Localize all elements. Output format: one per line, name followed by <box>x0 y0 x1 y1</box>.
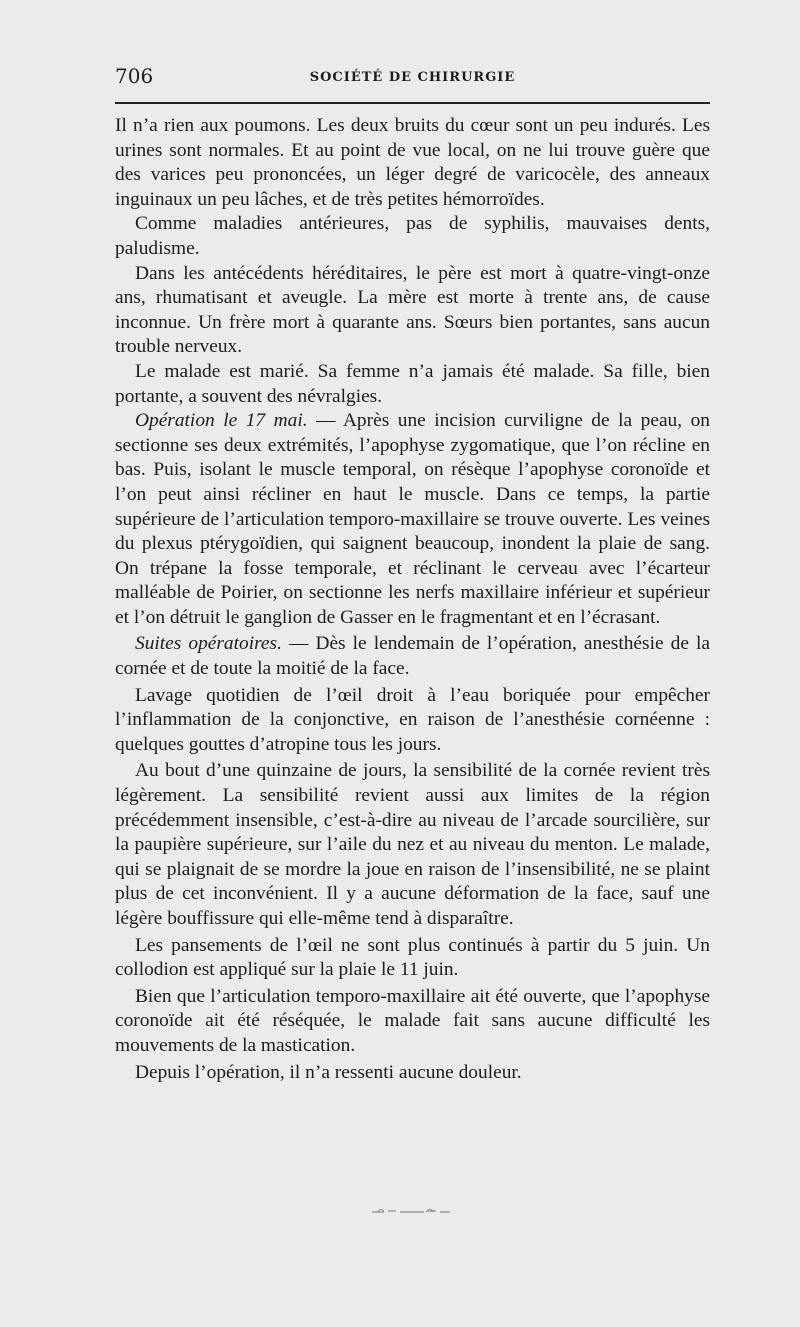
section-lead-postoperative: Suites opératoires. <box>135 633 282 655</box>
paragraph-sensibility <box>115 759 710 931</box>
paragraph-hereditary <box>115 262 710 360</box>
running-title: SOCIÉTÉ DE CHIRURGIE <box>309 70 516 85</box>
paragraph-operation <box>115 409 710 630</box>
paragraph-prior-illnesses <box>115 212 710 261</box>
paragraph-text: Il n’a rien aux poumons. Les deux bruits du cœur sont un peu indurés. Les urines sont normales. Et au point de vue local, on ne lui trouve guère que des varices peu prononcées, un léger degré de varicocèle, des anneaux inguinaux un peu lâches, et de très petites hémorroïdes. <box>115 115 710 210</box>
paragraph-text: Lavage quotidien de l’œil droit à l’eau boriquée pour empêcher l’inflammation de la conjonctive, en raison de l’anesthésie cornéenne : quelques gouttes d’atropine tous les jours. <box>115 684 710 755</box>
paragraph-text: Les pansements de l’œil ne sont plus continués à partir du 5 juin. Un collodion est appliqué sur la plaie le 11 juin. <box>115 934 710 981</box>
page-number: 706 <box>115 64 154 88</box>
paragraph-lungs-heart <box>115 114 710 212</box>
paragraph-text: Le malade est marié. Sa femme n’a jamais été malade. Sa fille, bien portante, a souvent des névralgies. <box>115 360 710 407</box>
paragraph-text: Comme maladies antérieures, pas de syphilis, mauvaises dents, paludisme. <box>115 213 710 259</box>
body-text <box>115 114 710 1085</box>
paragraph-text: Dans les antécédents héréditaires, le père est mort à quatre-vingt-onze ans, rhumatisant et aveugle. La mère est morte à trente ans, de cause inconnue. Un frère mort à quarante ans. Sœurs bien portantes, sans aucun trouble nerveux. <box>115 262 710 358</box>
paragraph-postoperative <box>115 632 710 681</box>
paragraph-family <box>115 360 710 409</box>
paragraph-text: Au bout d’une quinzaine de jours, la sensibilité de la cornée revient très légèrement. La sensibilité revient aussi aux limites de la région précédemment insensible, c’est-à-dire au niveau de l’arcade sourcilière, sur la paupière supérieure, sur l’aile du nez et au niveau du menton. Le malade, qui se plaignait de se mordre la joue en raison de l’insensibilité, ne se plaint plus de cet inconvénient. Il y a aucune déformation de la face, sauf une légère bouffissure qui elle-même tend à disparaître. <box>115 760 710 929</box>
paragraph-text: Bien que l’articulation temporo-maxillaire ait été ouverte, que l’apophyse coronoïde ait été réséquée, le malade fait sans aucune difficulté les mouvements de la mastication. <box>115 985 710 1056</box>
paragraph-dressings <box>115 934 710 983</box>
paragraph-text: — Après une incision curviligne de la peau, on sectionne ses deux extrémités, l’apophyse zygomatique, que l’on récline en bas. Puis, isolant le muscle temporal, on résèque l’apophyse coronoïde et l’on peut ainsi récliner en haut le muscle. Dans ce temps, la partie supérieure de l’articulation temporo-maxillaire se trouve ouverte. Les veines du plexus ptérygoïdien, qui saignent beaucoup, inondent la plaie de sang. On trépane la fosse temporale, et réclinant le cerveau avec l’écarteur malléable de Poirier, on sectionne les nerfs maxillaire inférieur et supérieur et l’on détruit le ganglion de Gasser en le fragmentant et en l’écrasant. <box>115 410 710 628</box>
section-lead-operation: Opération le 17 mai. <box>135 410 308 432</box>
paragraph-eye-care <box>115 684 710 758</box>
header-rule <box>115 102 710 104</box>
paragraph-text: Depuis l’opération, il n’a ressenti aucune douleur. <box>135 1061 522 1083</box>
paragraph-mastication <box>115 985 710 1059</box>
page-header <box>115 64 710 92</box>
paragraph-text: — Dès le lendemain de l’opération, anesthésie de la cornée et de toute la moitié de la face. <box>115 633 710 680</box>
end-ornament <box>370 1206 452 1214</box>
paragraph-no-pain <box>115 1061 710 1086</box>
